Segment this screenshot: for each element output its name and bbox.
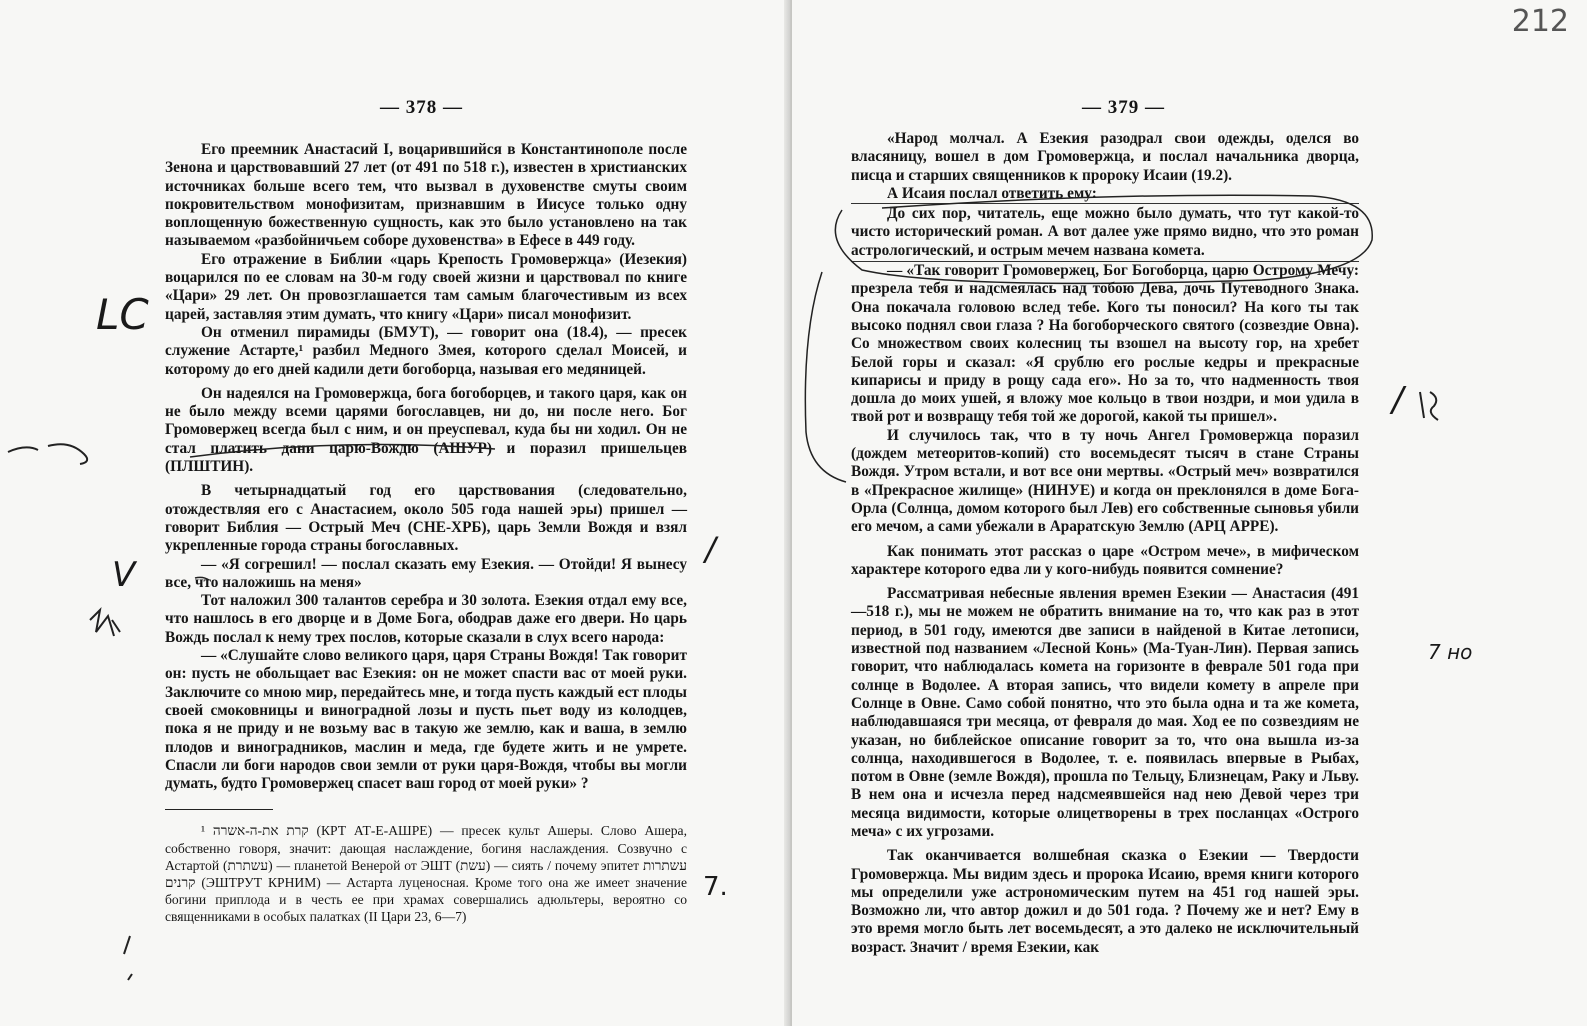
left-paragraph-7: Тот наложил 300 талантов серебра и 30 золота. Езекия отдал ему все, что нашлось в его дворце и в Доме Бога, ободрав даже его двери. Но царь Вождь послал к нему трех послов, которые сказали в слух всего народа: <box>165 592 687 646</box>
margin-note-v: V <box>112 555 136 595</box>
left-paragraph-5: В четырнадцатый год его царствования (следовательно, отождествляя его с Анастасием, около 505 года нашей эры) пришел — говорит Библия — Острый Меч (СНЕ-ХРБ), царь Земли Вождя и взял укрепленные города страны богославных. <box>165 482 687 555</box>
margin-note-seven: 7. <box>703 872 728 902</box>
right-paragraph-4: — «Так говорит Громовержец, Бог Богоборца, царю Острому Мечу: презрела тебя и надсмеялась над тобою Дева, дочь Путеводного Знака. Она покачала головою вслед тебе. Кого ты поносил? На кого ты так высоко поднял свои глаза ? На богоборческого святого (созвездие Овна). Со множеством своих колесниц ты взошел на высоту гор, на хребет Белой горы и сказал: «Я срублю его рослые кедры и прекрасные кипарисы и приду в рощу сада его». Но за то, что надменность твоя дошла до моих ушей, я вложу мое кольцо в твои ноздри, и мои удила в твой рот и возвращу тебя той же дорогой, какой ты пришел». <box>851 262 1359 426</box>
margin-note-lc: LC <box>96 290 149 339</box>
right-paragraph-2: А Исаия послал ответить ему: <box>887 184 1097 202</box>
right-page <box>792 0 1587 1026</box>
footnotes <box>165 822 687 925</box>
right-text-column <box>851 130 1359 957</box>
left-paragraph-4: Он надеялся на Громовержца, бога богоборцев, и такого царя, как он не было между всеми царями богославцев, ни до, ни после него. Бог Громовержец всегда был с ним, и он преуспевал, куда бы ни ходил. Он не стал платить дани царю-Вождю (АШУР) и поразил пришельцев (ПЛШТИН). <box>165 384 687 476</box>
footnote-1: ¹ קרת את-ה-אשרה (КРТ АТ-Е-АШРЕ) — пресек культ Ашеры. Слово Ашера, собственно говоря, значит: дающая наслаждение, богиня наслаждения. Созвучно с Астартой (עשתרת) — планетой Венерой от ЭШТ (עשת) — сиять / почему эпитет עשתרות קרנים (ЭШТРУТ КРНИМ) — Астарта луценосная. Кроме того она же имеет значение богини приплода и в честь ее при храмах совершались адюльтеры, вероятно со священниками в особых палатках (II Цари 23, 6—7) <box>165 823 687 925</box>
margin-note-seven-no: 7 но <box>1428 640 1473 664</box>
left-paragraph-1: Его преемник Анастасий I, воцарившийся в Константинополе после Зенона и царствовавший 27 лет (от 491 по 518 г.), известен в христианских источниках больше всего тем, что вызвал в духовенстве смуты своим покровительством монофизитам, признавшим в Иисусе только одну воплощенную божественную сущность, как это было установлено на так называемом «разбойничьем соборе духовенства» в Ефесе в 449 году. <box>165 141 687 250</box>
left-page <box>0 0 790 1026</box>
right-paragraph-6: Как понимать этот рассказ о царе «Остром мече», в мифическом характере которого едва ли у кого-нибудь появится сомнение? <box>851 542 1359 578</box>
margin-note-slash-right: / <box>1392 380 1404 420</box>
footnote-rule <box>165 809 273 810</box>
right-paragraph-1: «Народ молчал. А Езекия разодрал свои одежды, оделся во власяницу, вошел в дом Громовержца, и послал начальника дворца, писца и старших священников к пророку Исаии (19.2). <box>851 130 1359 184</box>
left-paragraph-8: — «Слушайте слово великого царя, царя Страны Вождя! Так говорит он: пусть не обольщает вас Езекия: он не может спасти вас от моей руки. Заключите со мною мир, передайтесь мне, и тогда пусть каждый ест плоды своей смоковницы и виноградной лозы и пусть пьет воду из колодцев, пока я не приду и не возьму вас в такую же землю, как и ваша, в землю плодов и виноградников, маслин и меда, где будете жить и не умрете. Спасли ли боги народов свои земли от руки царя-Вождя, чтобы вы могли думать, будто Громовержец спасет ваш город от моей руки» ? <box>165 647 687 793</box>
right-paragraph-5: И случилось так, что в ту ночь Ангел Громовержца поразил (дождем метеоритов-копий) сто восемьдесят тысяч в стане Страны Вождя. Утром встали, и вот все они мертвы. «Острый меч» возвратился в «Прекрасное жилище» (НИНУЕ) и когда он преклонялся в доме Бога-Орла (Солнца, домом которого был Лев) его собственные сыновья убили его мечом, а сами убежали в Араратскую Землю (АРЦ АРРЕ). <box>851 426 1359 536</box>
right-page-number: — 379 — <box>1082 97 1165 118</box>
left-paragraph-2: Его отражение в Библии «царь Крепость Громовержца» (Иезекия) воцарился по ее словам на 30-м году своей жизни и царствовал по книге «Цари» 29 лет. Он провозглашается там самым благочестивым из всех царей, заставляя этим думать, что книгу «Цари» писал монофизит. <box>165 250 687 323</box>
left-text-column <box>165 135 687 926</box>
left-paragraph-6: — «Я согрешил! — послал сказать ему Езекия. — Отойди! Я вынесу все, что наложишь на меня» <box>165 555 687 591</box>
left-paragraph-3: Он отменил пирамиды (БМУТ), — говорит она (18.4), — пресек служение Астарте,¹ разбил Медного Змея, которого сделал Моисей, и которому до его дней кадили дети богоборца, называя его медяницей. <box>165 323 687 378</box>
right-paragraph-8: Так оканчивается волшебная сказка о Езекии — Твердости Громовержца. Мы видим здесь и пророка Исаию, время книги которого мы определили уже астрономическим путем на 451 год нашей эры. Возможно ли, что автор дожил и до 501 года. ? Почему же и нет? Ему в это время могло быть лет восемьдесят, а это далеко не исключительный возраст. Значит / время Езекии, как <box>851 847 1359 956</box>
right-paragraph-7: Рассматривая небесные явления времен Езекии — Анастасия (491—518 г.), мы не можем не обратить внимание на то, что как раз в этот период, в 501 году, имеются две записи в найденой в Китае летописи, известной под названием «Лесной Конь» (Ма-Туан-Лин). Первая запись говорит, что наблюдалась комета на горизонте в феврале 501 года при солнце в Водолее. А вторая запись, что видели комету в апреле при Солнце в Овне. Само собой понятно, что это была одна и та же комета, наблюдавшаяся три месяца, от февраля до мая. Ход ее по созвездиям не указан, но библейское описание говорит за то, что она вышла из-за солнца, находившегося в Водолее, т. е. появилась впервые в Рыбах, потом в Овне (земле Вождя), прошла по Тельцу, Близнецам, Раку и Льву. В нем она и исчезла перед надсмеявшейся над нею Девой через три месяца видимости, которые олицетворены в трех посланцах «Острого меча» с их угрозами. <box>851 585 1359 840</box>
left-page-number: — 378 — <box>380 97 463 118</box>
archive-page-number: 212 <box>1511 4 1569 39</box>
margin-note-slash: / <box>705 530 716 568</box>
right-paragraph-3: До сих пор, читатель, еще можно было думать, что тут какой-то чисто исторический роман. А вот далее уже прямо видно, что это роман астрологический, и острым мечем названа комета. <box>851 203 1359 262</box>
